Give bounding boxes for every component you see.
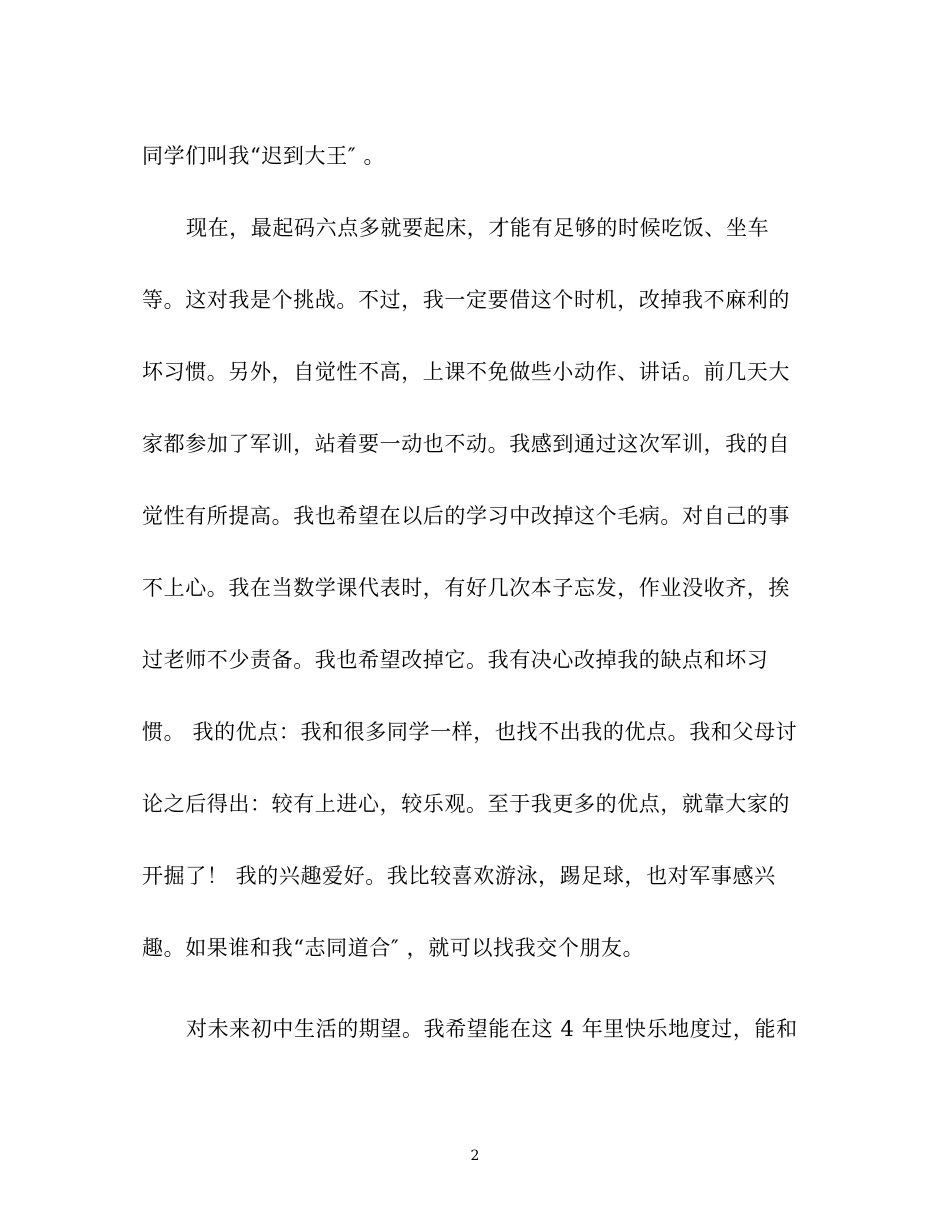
text-line: 觉性有所提高。我也希望在以后的学习中改掉这个毛病。对自己的事 [142,504,790,528]
text-line: 过老师不少责备。我也希望改掉它。我有决心改掉我的缺点和坏习 [142,648,769,672]
page-number: 2 [470,1148,480,1164]
text-line: 家都参加了军训，站着要一动也不动。我感到通过这次军训，我的自 [142,432,790,456]
text-line: 坏习惯。另外，自觉性不高，上课不免做些小动作、讲话。前几天大 [142,360,790,384]
text-line: 等。这对我是个挑战。不过，我一定要借这个时机，改掉我不麻利的 [142,288,790,312]
paragraph-start-line: 现在，最起码六点多就要起床，才能有足够的时候吃饭、坐车 [186,216,770,240]
text-line: 惯。 我的优点：我和很多同学一样，也找不出我的优点。我和父母讨 [142,720,798,744]
paragraph-start-line: 对未来初中生活的期望。我希望能在这 4 年里快乐地度过，能和 [186,1017,798,1041]
text-line: 同学们叫我“迟到大王″ 。 [142,144,386,168]
text-line: 开掘了！ 我的兴趣爱好。我比较喜欢游泳，踢足球，也对军事感兴 [142,864,776,888]
text-line: 不上心。我在当数学课代表时，有好几次本子忘发，作业没收齐，挨 [142,576,790,600]
text-line: 趣。如果谁和我“志同道合″ ，就可以找我交个朋友。 [142,936,645,960]
text-line: 论之后得出：较有上进心，较乐观。至于我更多的优点，就靠大家的 [142,792,790,816]
